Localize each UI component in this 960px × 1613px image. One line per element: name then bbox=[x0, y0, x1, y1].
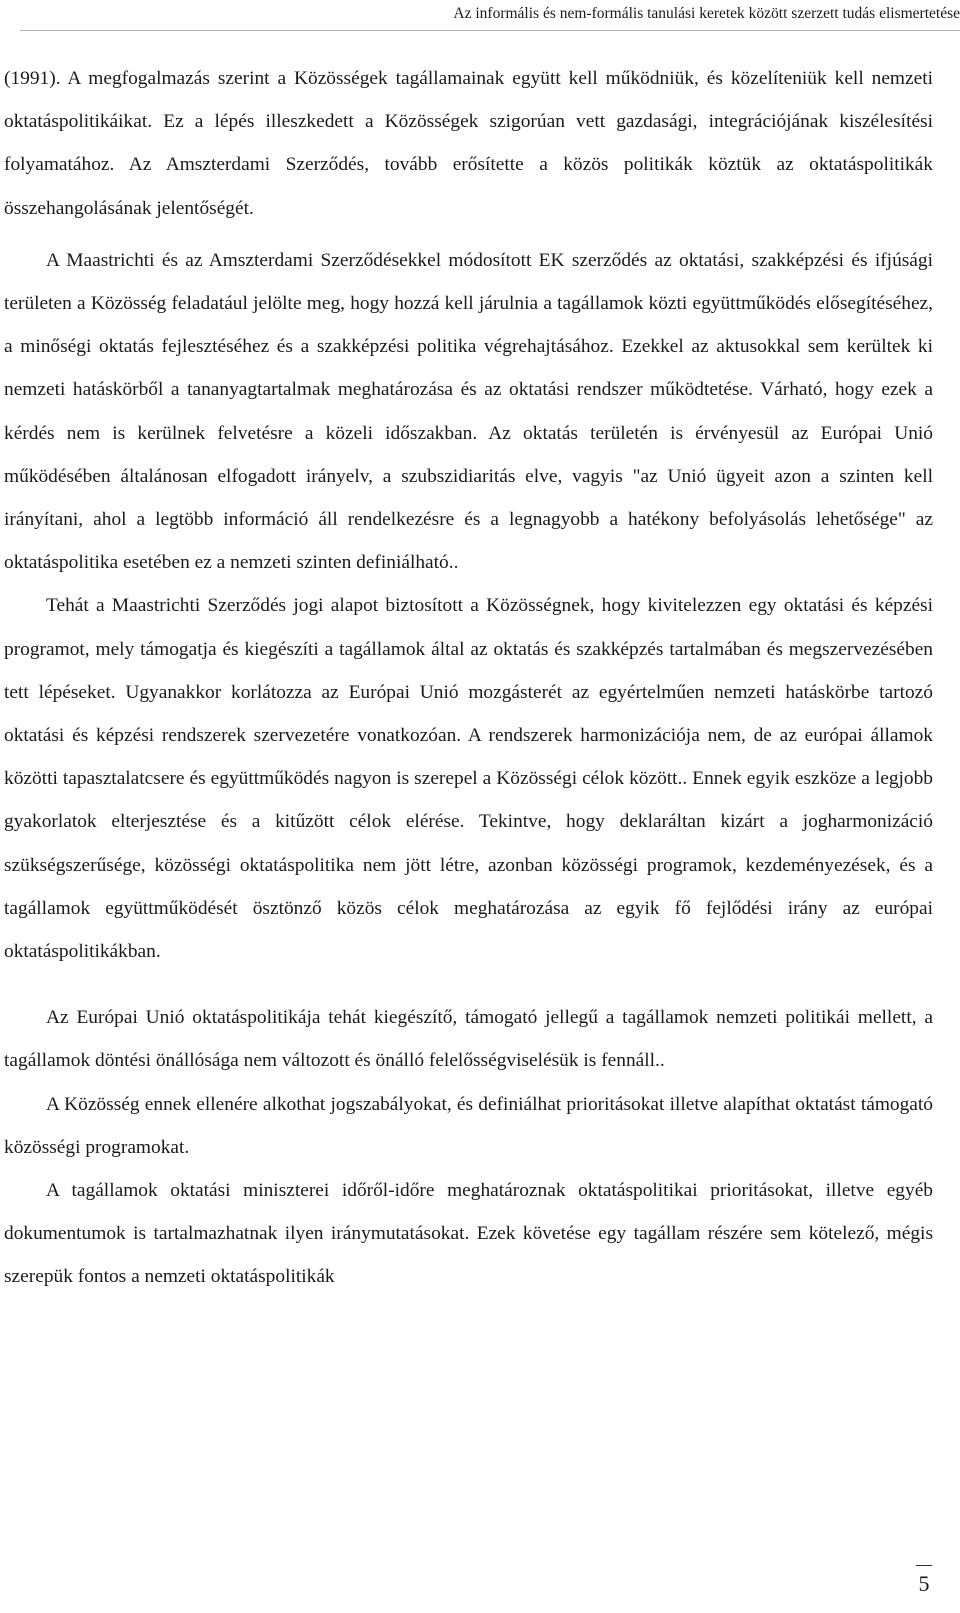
paragraph-1: (1991). A megfogalmazás szerint a Közösségek tagállamainak együtt kell működniük, és közelíteniük kell nemzeti oktatáspolitikáikat. Ez a lépés illeszkedett a Közösségek szigorúan vett gazdasági, integrációjának kiszélesítési folyamatához. Az Amszterdami Szerződés, tovább erősítette a közös politikák köztük az oktatáspolitikák összehangolásának jelentőségét. bbox=[4, 68, 933, 219]
paragraph-4: Az Európai Unió oktatáspolitikája tehát kiegészítő, támogató jellegű a tagállamok nemzeti politikái mellett, a tagállamok döntési önállósága nem változott és önálló felelősségviselésük is fennáll.. bbox=[4, 1007, 933, 1072]
running-header: Az informális és nem-formális tanulási keretek között szerzett tudás elismertetése bbox=[20, 4, 960, 31]
paragraph-3: Tehát a Maastrichti Szerződés jogi alapot biztosított a Közösségnek, hogy kivitelezzen egy oktatási és képzési programot, mely támogatja és kiegészíti a tagállamok által az oktatás és szakképzés tartalmában és megszervezésében tett lépéseket. Ugyanakkor korlátozza az Európai Unió mozgásterét az egyértelműen nemzeti hatáskörbe tartozó oktatási és képzési rendszerek szervezetére vonatkozóan. A rendszerek harmonizációja nem, de az európai államok közötti tapasztalatcsere és együttműködés nagyon is szerepel a Közösségi célok között.. Ennek egyik eszköze a legjobb gyakorlatok elterjesztése és a kitűzött célok elérése. Tekintve, hogy deklaráltan kizárt a jogharmonizáció szükségszerűsége, közösségi oktatáspolitika nem jött létre, azonban közösségi programok, kezdeményezések, és a tagállamok együttműködését ösztönző közös célok meghatározása az egyik fő fejlődési irány az európai oktatáspolitikákban. bbox=[4, 595, 933, 963]
paragraph-6: A tagállamok oktatási miniszterei időről-időre meghatároznak oktatáspolitikai prioritásokat, illetve egyéb dokumentumok is tartalmazhatnak ilyen iránymutatásokat. Ezek követése egy tagállam részére sem kötelező, mégis szerepük fontos a nemzeti oktatáspolitikák bbox=[4, 1180, 933, 1288]
paragraph-2: A Maastrichti és az Amszterdami Szerződésekkel módosított EK szerződés az oktatási, szakképzési és ifjúsági területen a Közösség feladatául jelölte meg, hogy hozzá kell járulnia a tagállamok közti együttműködés elősegítéséhez, a minőségi oktatás fejlesztéséhez és a szakképzési politika végrehajtásához. Ezekkel az aktusokkal sem kerültek ki nemzeti hatáskörből a tananyagtartalmak meghatározása és az oktatási rendszer működtetése. Várható, hogy ezek a kérdés nem is kerülnek felvetésre a közeli időszakban. Az oktatás területén is érvényesül az Európai Unió működésében általánosan elfogadott irányelv, a szubszidiaritás elve, vagyis "az Unió ügyeit azon a szinten kell irányítani, ahol a legtöbb információ áll rendelkezésre és a legnagyobb a hatékony befolyásolás lehetősége" az oktatáspolitika esetében ez a nemzeti szinten definiálható.. bbox=[4, 249, 933, 574]
body-text bbox=[4, 57, 933, 1299]
page-number: 5 bbox=[918, 1571, 930, 1596]
paragraph-5: A Közösség ennek ellenére alkothat jogszabályokat, és definiálhat prioritásokat illetve alapíthat oktatást támogató közösségi programokat. bbox=[4, 1093, 933, 1158]
